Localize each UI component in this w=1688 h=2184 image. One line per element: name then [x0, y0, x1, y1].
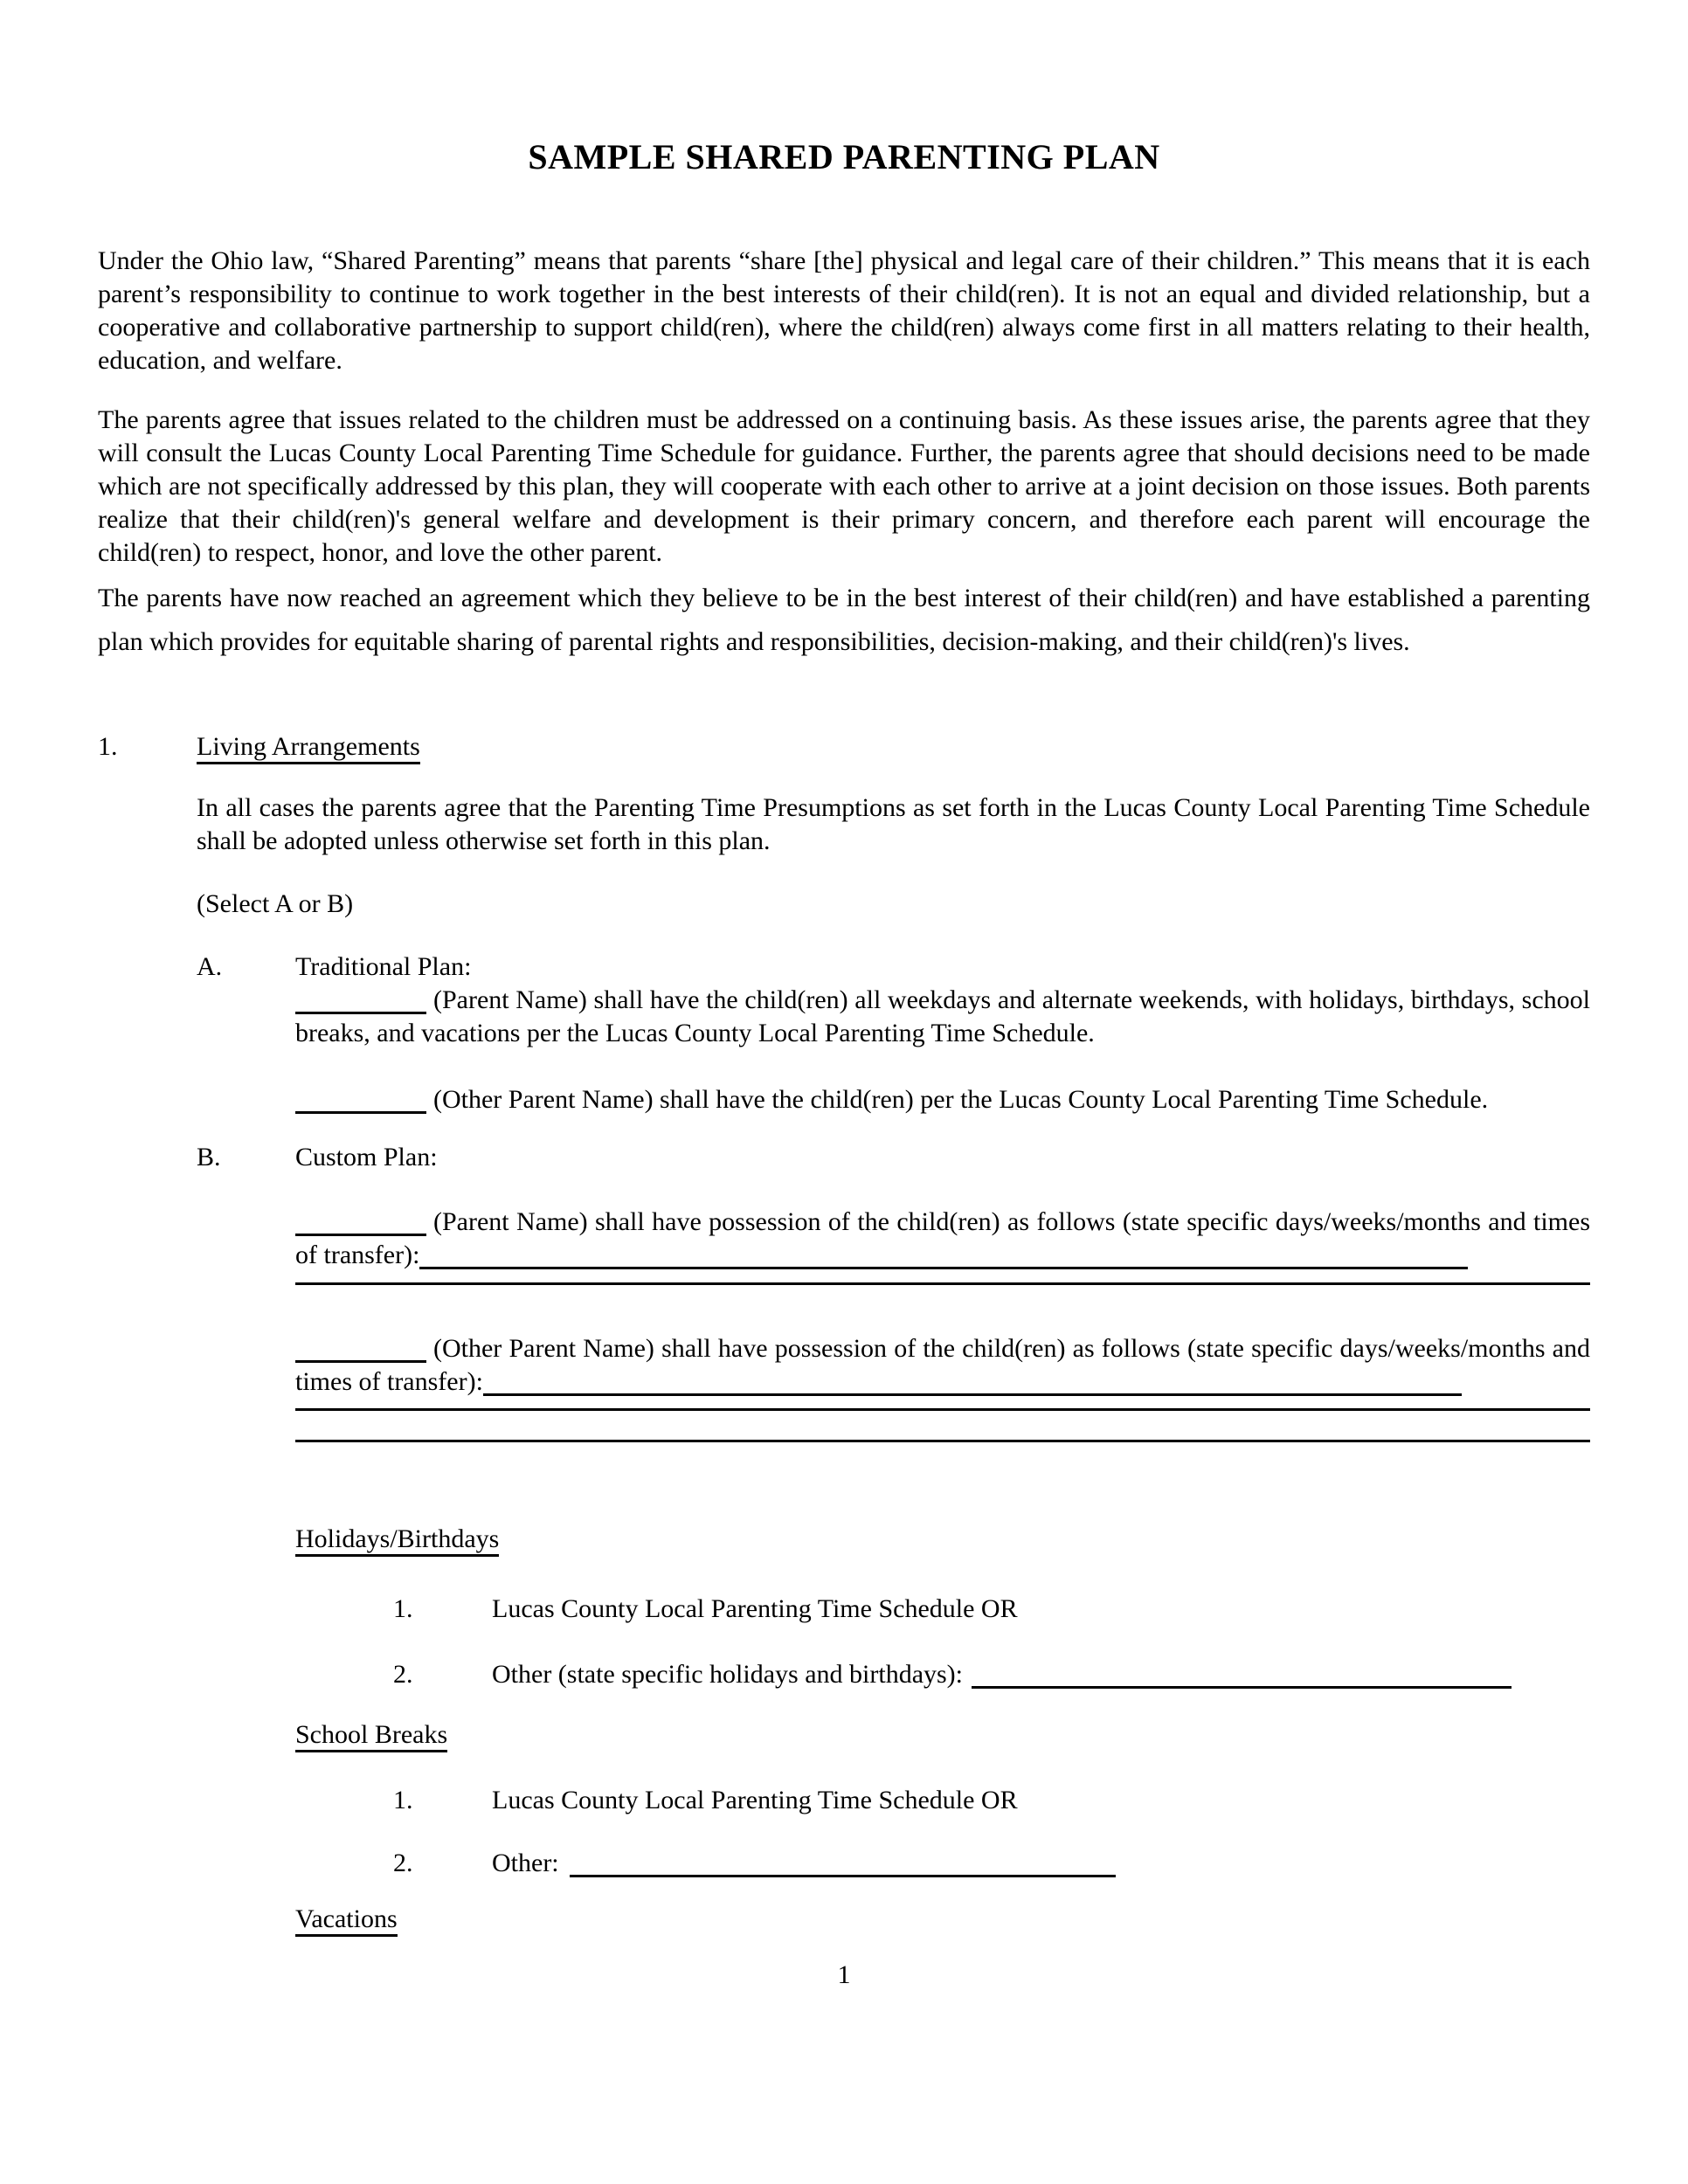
- school-breaks-item-2-text: Other:: [492, 1849, 559, 1877]
- holidays-item-1-number: 1.: [393, 1594, 413, 1623]
- transfer-details-fill-line: [483, 1392, 1462, 1396]
- option-a-letter: A.: [197, 952, 223, 981]
- intro-paragraph-3: The parents have now reached an agreement which they believe to be in the best interest of their child(ren) and have established a parenting plan which provides for equitable sharing of parental rights and responsibilities, decision-making, and their child(ren)'s lives.: [98, 584, 1590, 656]
- option-a-paragraph-1-text: (Parent Name) shall have the child(ren) all weekdays and alternate weekends, with holidays, birthdays, school breaks, and vacations per the Lucas County Local Parenting Time Schedule.: [295, 985, 1590, 1047]
- select-note: (Select A or B): [197, 889, 354, 918]
- school-breaks-heading: School Breaks: [295, 1720, 447, 1752]
- option-b-letter: B.: [197, 1143, 221, 1171]
- holidays-item-2-cell: [492, 1658, 1590, 1691]
- option-b-content: [295, 1141, 1590, 1936]
- holidays-item-1-text: Lucas County Local Parenting Time Schedule OR: [492, 1594, 1018, 1623]
- section-1-number: 1.: [98, 732, 118, 761]
- school-breaks-other-blank-line: [570, 1873, 1116, 1877]
- option-a-paragraph-2-text: (Other Parent Name) shall have the child(ren) per the Lucas County Local Parenting Time Schedule.: [433, 1085, 1489, 1114]
- school-breaks-item-2: [393, 1847, 1590, 1880]
- holidays-item-2: [393, 1658, 1590, 1691]
- parent-name-blank-line: [295, 1010, 426, 1014]
- school-breaks-item-1: [393, 1784, 1590, 1817]
- section-1-heading: Living Arrangements: [197, 732, 420, 764]
- parent-name-blank-line: [295, 1232, 426, 1236]
- option-b-title: Custom Plan:: [295, 1143, 438, 1171]
- write-in-line: [295, 1408, 1590, 1411]
- vacations-heading-wrap: [295, 1903, 1590, 1936]
- option-b-paragraph-2: [295, 1332, 1590, 1399]
- section-1-heading-row: [98, 730, 1590, 764]
- other-parent-name-blank-line: [295, 1109, 426, 1114]
- vacations-heading: Vacations: [295, 1904, 398, 1937]
- option-b-paragraph-1: [295, 1206, 1590, 1272]
- transfer-details-fill-line: [419, 1265, 1468, 1269]
- school-breaks-item-1-number: 1.: [393, 1786, 413, 1814]
- option-b-paragraph-1-text: (Parent Name) shall have possession of the child(ren) as follows (state specific days/weeks/months and times of transfer):: [295, 1207, 1590, 1269]
- page-title: SAMPLE SHARED PARENTING PLAN: [528, 137, 1160, 176]
- other-parent-name-blank-line: [295, 1358, 426, 1363]
- school-breaks-item-2-cell: [492, 1847, 1590, 1880]
- option-a-paragraph-1: [295, 984, 1590, 1050]
- option-b-paragraph-2-text: (Other Parent Name) shall have possession of the child(ren) as follows (state specific days/weeks/months and times of transfer):: [295, 1334, 1590, 1396]
- holidays-item-1: [393, 1593, 1590, 1626]
- option-b-row: [197, 1141, 1590, 1936]
- school-breaks-item-1-text: Lucas County Local Parenting Time Schedule OR: [492, 1786, 1018, 1814]
- holidays-item-2-text: Other (state specific holidays and birthdays):: [492, 1660, 964, 1689]
- option-a-title: Traditional Plan:: [295, 952, 472, 981]
- holidays-other-blank-line: [972, 1684, 1512, 1689]
- page-number: 1: [837, 1960, 851, 1989]
- intro-paragraph-1: Under the Ohio law, “Shared Parenting” means that parents “share [the] physical and legal care of their children.” This means that it is each parent’s responsibility to continue to work together in the best interests of their child(ren). It is not an equal and divided relationship, but a cooperative and collaborative partnership to support child(ren), where the child(ren) always come first in all matters relating to their health, education, and welfare.: [98, 246, 1590, 375]
- living-arrangements-intro: In all cases the parents agree that the Parenting Time Presumptions as set forth in the Lucas County Local Parenting Time Schedule shall be adopted unless otherwise set forth in this plan.: [197, 793, 1590, 855]
- school-breaks-heading-wrap: [295, 1718, 1590, 1752]
- write-in-line: [295, 1440, 1590, 1442]
- intro-paragraph-2: The parents agree that issues related to the children must be addressed on a continuing basis. As these issues arise, the parents agree that they will consult the Lucas County Local Parenting Time Schedule for guidance. Further, the parents agree that should decisions need to be made which are not specifically addressed by this plan, they will cooperate with each other to arrive at a joint decision on those issues. Both parents realize that their child(ren)'s general welfare and development is their primary concern, and therefore each parent will encourage the child(ren) to respect, honor, and love the other parent.: [98, 405, 1590, 567]
- option-a-row: [197, 950, 1590, 1116]
- holidays-birthdays-heading: Holidays/Birthdays: [295, 1524, 499, 1557]
- option-a-paragraph-2: [295, 1083, 1590, 1116]
- holidays-heading-wrap: [295, 1523, 1590, 1556]
- section-1-heading-cell: [197, 730, 1590, 764]
- holidays-item-2-number: 2.: [393, 1660, 413, 1689]
- write-in-line: [295, 1282, 1590, 1285]
- option-a-content: [295, 950, 1590, 1116]
- school-breaks-item-2-number: 2.: [393, 1849, 413, 1877]
